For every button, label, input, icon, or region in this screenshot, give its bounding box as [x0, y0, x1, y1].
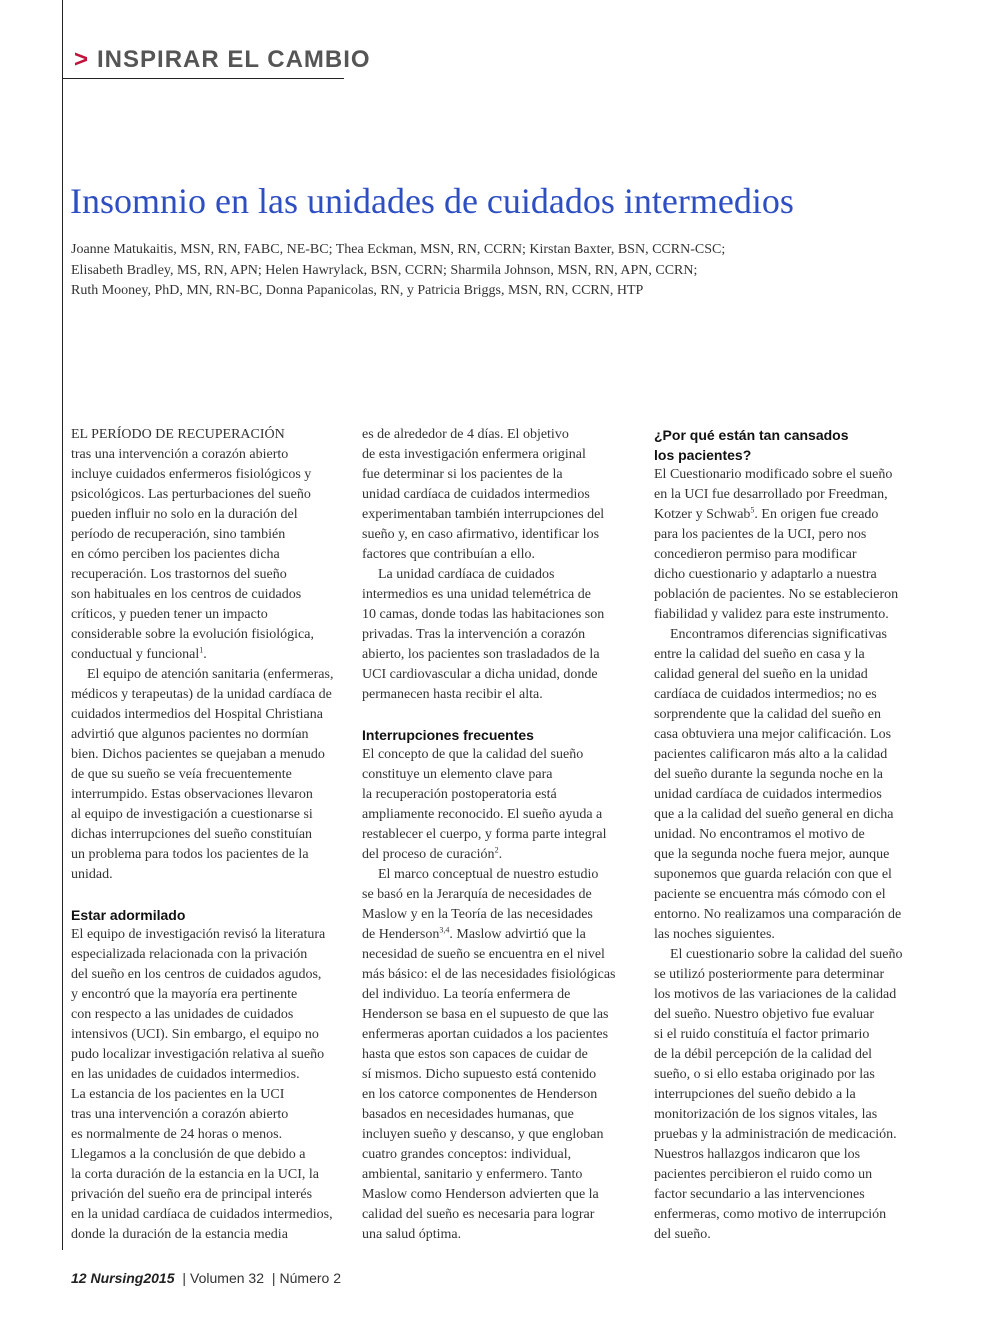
line-text: paciente se encuentra más cómodo con el [654, 887, 886, 902]
body-line [71, 645, 333, 665]
body-line [71, 1085, 333, 1105]
line-text: sueño, o si ello estaba originado por las [654, 1067, 875, 1082]
line-text: ¿Por qué están tan cansados [654, 427, 849, 443]
body-line [71, 1105, 333, 1125]
body-line [654, 725, 902, 745]
body-line [71, 625, 333, 645]
line-text: intensivos (UCI). Sin embargo, el equipo no [71, 1027, 319, 1042]
body-line [71, 925, 333, 945]
line-text: entorno. No realizamos una comparación de [654, 907, 902, 922]
body-line [362, 1185, 615, 1205]
line-text: un problema para todos los pacientes de la [71, 847, 309, 862]
line-text: basados en necesidades humanas, que [362, 1107, 574, 1122]
line-text: suponemos que guarda relación con que el [654, 867, 892, 882]
section-heading [362, 725, 615, 745]
body-line [71, 585, 333, 605]
line-text: especializada relacionada con la privación [71, 947, 308, 962]
body-line [654, 1045, 902, 1065]
body-line [71, 725, 333, 745]
body-line [654, 1005, 902, 1025]
line-text: concedieron permiso para modificar [654, 547, 857, 562]
body-line [362, 605, 615, 625]
line-text-continued: . En origen fue creado [754, 507, 879, 522]
body-line [71, 945, 333, 965]
line-text: Interrupciones frecuentes [362, 727, 534, 743]
paragraph-spacer [362, 705, 615, 725]
line-text: Nuestros hallazgos indicaron que los [654, 1147, 861, 1162]
line-text: intermedios es una unidad telemétrica de [362, 587, 591, 602]
body-line [654, 685, 902, 705]
author-line: Ruth Mooney, PhD, MN, RN-BC, Donna Papanicolas, RN, y Patricia Briggs, MSN, RN, CCRN, HTP [71, 283, 644, 298]
section-heading [654, 425, 902, 445]
body-line [362, 645, 615, 665]
line-text: abierto, los pacientes son trasladados de la [362, 647, 600, 662]
line-text: Estar adormilado [71, 907, 186, 923]
body-line [71, 1065, 333, 1085]
body-line [362, 885, 615, 905]
line-text: dichas interrupciones del sueño constituían [71, 827, 313, 842]
body-line [654, 945, 902, 965]
line-text: de que su sueño se veía frecuentemente [71, 767, 292, 782]
line-text: cuatro grandes conceptos: individual, [362, 1147, 572, 1162]
line-text: restablecer el cuerpo, y forma parte integral [362, 827, 607, 842]
line-text: dicho cuestionario y adaptarlo a nuestra [654, 567, 877, 582]
line-text: pudo localizar investigación relativa al sueño [71, 1047, 325, 1062]
line-text: experimentaban también interrupciones del [362, 507, 605, 522]
body-line [362, 1145, 615, 1165]
body-line [71, 1185, 333, 1205]
line-text: de la débil percepción de la calidad del [654, 1047, 873, 1062]
body-line [654, 865, 902, 885]
line-text: en los catorce componentes de Henderson [362, 1087, 598, 1102]
text-column-1 [71, 425, 333, 1245]
line-text: constituye un elemento clave para [362, 767, 553, 782]
footer-separator: | [271, 1270, 276, 1286]
line-text: Maslow y en la Teoría de las necesidades [362, 907, 593, 922]
line-text: se basó en la Jerarquía de necesidades de [362, 887, 592, 902]
body-line [71, 1045, 333, 1065]
line-text: para los pacientes de la UCI, pero nos [654, 527, 867, 542]
line-text: incluye cuidados enfermeros fisiológicos y [71, 467, 312, 482]
body-line [654, 505, 902, 525]
line-text: sí mismos. Dicho supuesto está contenido [362, 1067, 597, 1082]
body-line [71, 1205, 333, 1225]
body-line [362, 1005, 615, 1025]
author-line: Joanne Matukaitis, MSN, RN, FABC, NE-BC; Thea Eckman, MSN, RN, CCRN; Kirstan Baxter, BSN, CCRN-CSC; [71, 242, 726, 257]
line-text: en la unidad cardíaca de cuidados intermedios, [71, 1207, 333, 1222]
reference-superscript: 1 [199, 645, 204, 655]
line-text: enfermeras, como motivo de interrupción [654, 1207, 887, 1222]
line-text: calidad general del sueño en la unidad [654, 667, 868, 682]
body-line [654, 1105, 902, 1125]
line-text: y encontró que la mayoría era pertinente [71, 987, 298, 1002]
line-text: tras una intervención a corazón abierto [71, 1107, 289, 1122]
line-text: entre la calidad del sueño en casa y la [654, 647, 865, 662]
line-text: advirtió que algunos pacientes no dormían [71, 727, 309, 742]
line-text: es de alrededor de 4 días. El objetivo [362, 427, 569, 442]
body-line [654, 1165, 902, 1185]
body-line [654, 905, 902, 925]
line-text: ambiental, sanitario y enfermero. Tanto [362, 1167, 583, 1182]
body-line [362, 1065, 615, 1085]
line-text: La unidad cardíaca de cuidados [378, 567, 555, 582]
body-line [362, 1165, 615, 1185]
line-text: pacientes calificaron más alto a la calidad [654, 747, 888, 762]
body-line [71, 465, 333, 485]
text-column-3 [654, 425, 902, 1245]
body-line [362, 565, 615, 585]
body-line [71, 845, 333, 865]
body-line [654, 845, 902, 865]
magazine-name: Nursing2015 [90, 1270, 175, 1286]
body-line [654, 965, 902, 985]
line-text: unidad. No encontramos el motivo de [654, 827, 865, 842]
line-text: El Cuestionario modificado sobre el sueño [654, 467, 893, 482]
body-line [362, 505, 615, 525]
line-text: si el ruido constituía el factor primario [654, 1027, 870, 1042]
body-line [71, 565, 333, 585]
line-text: hasta que estos son capaces de cuidar de [362, 1047, 588, 1062]
body-line [654, 805, 902, 825]
paragraph-spacer [71, 885, 333, 905]
body-line [71, 445, 333, 465]
line-text: del sueño durante la segunda noche en la [654, 767, 883, 782]
reference-superscript: 2 [494, 845, 499, 855]
body-line [362, 465, 615, 485]
body-line [71, 425, 333, 445]
body-line [362, 945, 615, 965]
line-text: la recuperación postoperatoria está [362, 787, 557, 802]
line-text: del sueño. [654, 1227, 711, 1242]
body-line [654, 1185, 902, 1205]
body-line [71, 865, 333, 885]
body-line [654, 785, 902, 805]
body-line [71, 985, 333, 1005]
line-text: del proceso de curación [362, 847, 495, 862]
body-line [654, 1205, 902, 1225]
body-line [362, 745, 615, 765]
line-text: bien. Dichos pacientes se quejaban a menudo [71, 747, 325, 762]
line-text: sorprendente que la calidad del sueño en [654, 707, 882, 722]
line-text: Maslow como Henderson advierten que la [362, 1187, 599, 1202]
body-line [71, 525, 333, 545]
body-line [71, 1025, 333, 1045]
line-text: unidad cardíaca de cuidados intermedios [654, 787, 882, 802]
line-text: necesidad de sueño se encuentra en el nivel [362, 947, 605, 962]
line-text: pruebas y la administración de medicación. [654, 1127, 897, 1142]
section-label: INSPIRAR EL CAMBIO [97, 46, 371, 73]
line-text: Kotzer y Schwab [654, 507, 751, 522]
body-line [71, 505, 333, 525]
body-line [362, 805, 615, 825]
line-text: EL PERÍODO DE RECUPERACIÓN [71, 427, 285, 442]
line-text: de esta investigación enfermera original [362, 447, 586, 462]
body-line [71, 1145, 333, 1165]
body-line [362, 765, 615, 785]
line-text: tras una intervención a corazón abierto [71, 447, 289, 462]
line-text: interrumpido. Estas observaciones llevaron [71, 787, 313, 802]
body-line [362, 1045, 615, 1065]
line-text: El cuestionario sobre la calidad del sueño [670, 947, 903, 962]
line-text: calidad del sueño es necesaria para lograr [362, 1207, 595, 1222]
body-line [71, 1165, 333, 1185]
line-text: factores que contribuían a ello. [362, 547, 535, 562]
line-text: del sueño. Nuestro objetivo fue evaluar [654, 1007, 875, 1022]
body-line [71, 685, 333, 705]
body-line [362, 825, 615, 845]
line-text: sueño y, en caso afirmativo, identificar los [362, 527, 600, 542]
line-text: que la segunda noche fuera mejor, aunque [654, 847, 890, 862]
body-line [654, 605, 902, 625]
body-line [362, 865, 615, 885]
body-line [362, 685, 615, 705]
line-text: recuperación. Los trastornos del sueño [71, 567, 287, 582]
reference-superscript: 3,4 [439, 925, 450, 935]
line-text: con respecto a las unidades de cuidados [71, 1007, 294, 1022]
body-line [654, 1125, 902, 1145]
body-line [362, 785, 615, 805]
line-text: psicológicos. Las perturbaciones del sueño [71, 487, 311, 502]
body-line [654, 565, 902, 585]
body-line [654, 1065, 902, 1085]
body-line [362, 925, 615, 945]
line-text: UCI cardiovascular a dicha unidad, donde [362, 667, 598, 682]
line-text: El equipo de investigación revisó la literatura [71, 927, 326, 942]
body-line [362, 1085, 615, 1105]
body-line [71, 1225, 333, 1245]
body-line [71, 745, 333, 765]
line-text-continued: . Maslow advirtió que la [449, 927, 586, 942]
body-line [654, 525, 902, 545]
line-text: la corta duración de la estancia en la UCI, la [71, 1167, 319, 1182]
line-text: conductual y funcional [71, 647, 200, 662]
line-text: Encontramos diferencias significativas [670, 627, 887, 642]
body-line [654, 1225, 902, 1245]
line-text: en la UCI fue desarrollado por Freedman, [654, 487, 888, 502]
line-text: población de pacientes. No se establecieron [654, 587, 899, 602]
line-text: monitorización de los signos vitales, las [654, 1107, 878, 1122]
body-line [654, 545, 902, 565]
body-line [71, 965, 333, 985]
line-text: unidad. [71, 867, 113, 882]
body-line [362, 965, 615, 985]
body-line [362, 1105, 615, 1125]
line-text: las noches siguientes. [654, 927, 775, 942]
body-line [654, 985, 902, 1005]
section-heading [71, 905, 333, 925]
line-text: donde la duración de la estancia media [71, 1227, 288, 1242]
volume-label: Volumen 32 [190, 1270, 264, 1286]
line-text: cardíaca de cuidados intermedios; no es [654, 687, 877, 702]
line-text: pueden influir no solo en la duración del [71, 507, 298, 522]
body-line [654, 645, 902, 665]
body-line [362, 985, 615, 1005]
body-line [362, 585, 615, 605]
body-line [362, 625, 615, 645]
line-text: en las unidades de cuidados intermedios. [71, 1067, 300, 1082]
line-text: La estancia de los pacientes en la UCI [71, 1087, 285, 1102]
body-line [362, 845, 615, 865]
body-line [71, 605, 333, 625]
header-rule [62, 78, 344, 79]
body-line [654, 825, 902, 845]
body-line [362, 1225, 615, 1245]
line-text: incluyen sueño y descanso, y que engloban [362, 1127, 604, 1142]
body-line [362, 425, 615, 445]
line-text: los motivos de las variaciones de la calidad [654, 987, 897, 1002]
body-line [654, 665, 902, 685]
body-line [654, 745, 902, 765]
text-column-2 [362, 425, 615, 1245]
section-header [74, 46, 371, 74]
line-text: privación del sueño era de principal interés [71, 1187, 313, 1202]
line-text: de Henderson [362, 927, 440, 942]
body-line [71, 1005, 333, 1025]
line-text: interrupciones del sueño debido a la [654, 1087, 856, 1102]
line-text: en cómo perciben los pacientes dicha [71, 547, 280, 562]
line-text: enfermeras aportan cuidados a los pacientes [362, 1027, 609, 1042]
line-text: casa obtuviera una mejor calificación. Los [654, 727, 892, 742]
line-text: son habituales en los centros de cuidados [71, 587, 302, 602]
body-line [362, 1025, 615, 1045]
body-line [362, 665, 615, 685]
author-line: Elisabeth Bradley, MS, RN, APN; Helen Hawrylack, BSN, CCRN; Sharmila Johnson, MSN, RN, APN, CCRN; [71, 262, 698, 278]
page-number: 12 [71, 1270, 87, 1286]
body-line [654, 585, 902, 605]
line-text: El concepto de que la calidad del sueño [362, 747, 584, 762]
chevron-right-icon: > [74, 46, 90, 73]
body-line [362, 905, 615, 925]
line-text: permanecen hasta recibir el alta. [362, 687, 543, 702]
reference-superscript: 5 [750, 505, 755, 515]
line-text: se utilizó posteriormente para determinar [654, 967, 885, 982]
line-text: críticos, y pueden tener un impacto [71, 607, 268, 622]
line-text: privadas. Tras la intervención a corazón [362, 627, 586, 642]
body-line [654, 485, 902, 505]
line-text: fiabilidad y validez para este instrumento. [654, 607, 889, 622]
body-line [362, 545, 615, 565]
body-line [654, 705, 902, 725]
line-text-continued: . [498, 847, 503, 862]
section-heading [654, 445, 902, 465]
line-text: período de recuperación, sino también [71, 527, 286, 542]
body-line [71, 485, 333, 505]
line-text: El equipo de atención sanitaria (enfermeras, [87, 667, 334, 682]
line-text: médicos y terapeutas) de la unidad cardíaca de [71, 687, 332, 702]
body-line [362, 445, 615, 465]
body-line [71, 665, 333, 685]
body-line [654, 925, 902, 945]
page-footer [71, 1270, 341, 1286]
line-text: del individuo. La teoría enfermera de [362, 987, 571, 1002]
body-line [362, 485, 615, 505]
body-line [362, 1125, 615, 1145]
line-text: El marco conceptual de nuestro estudio [378, 867, 599, 882]
line-text: unidad cardíaca de cuidados intermedios [362, 487, 590, 502]
line-text: Henderson se basa en el supuesto de que las [362, 1007, 609, 1022]
body-line [654, 625, 902, 645]
body-line [71, 785, 333, 805]
line-text: 10 camas, donde todas las habitaciones son [362, 607, 605, 622]
left-margin-rule [62, 0, 63, 1250]
body-line [654, 465, 902, 485]
footer-separator: | [182, 1270, 187, 1286]
line-text: considerable sobre la evolución fisiológica, [71, 627, 314, 642]
line-text: más básico: el de las necesidades fisiológicas [362, 967, 616, 982]
line-text: factor secundario a las intervenciones [654, 1187, 865, 1202]
body-line [362, 1205, 615, 1225]
body-line [654, 885, 902, 905]
body-line [654, 1025, 902, 1045]
issue-label: Número 2 [279, 1270, 341, 1286]
line-text-continued: . [203, 647, 207, 662]
line-text: Llegamos a la conclusión de que debido a [71, 1147, 306, 1162]
line-text: pacientes percibieron el ruido como un [654, 1167, 873, 1182]
body-line [654, 765, 902, 785]
body-line [654, 1145, 902, 1165]
author-list [71, 240, 725, 302]
line-text: ampliamente reconocido. El sueño ayuda a [362, 807, 603, 822]
line-text: fue determinar si los pacientes de la [362, 467, 563, 482]
line-text: es normalmente de 24 horas o menos. [71, 1127, 283, 1142]
article-title: Insomnio en las unidades de cuidados intermedios [70, 181, 794, 221]
body-line [71, 1125, 333, 1145]
body-line [71, 805, 333, 825]
body-line [654, 1085, 902, 1105]
body-line [362, 525, 615, 545]
body-line [71, 825, 333, 845]
line-text: cuidados intermedios del Hospital Christiana [71, 707, 323, 722]
line-text: al equipo de investigación a cuestionarse si [71, 807, 313, 822]
body-line [71, 705, 333, 725]
line-text: los pacientes? [654, 447, 752, 463]
body-line [71, 545, 333, 565]
body-line [71, 765, 333, 785]
line-text: que a la calidad del sueño general en dicha [654, 807, 894, 822]
line-text: del sueño en los centros de cuidados agudos, [71, 967, 322, 982]
line-text: una salud óptima. [362, 1227, 462, 1242]
